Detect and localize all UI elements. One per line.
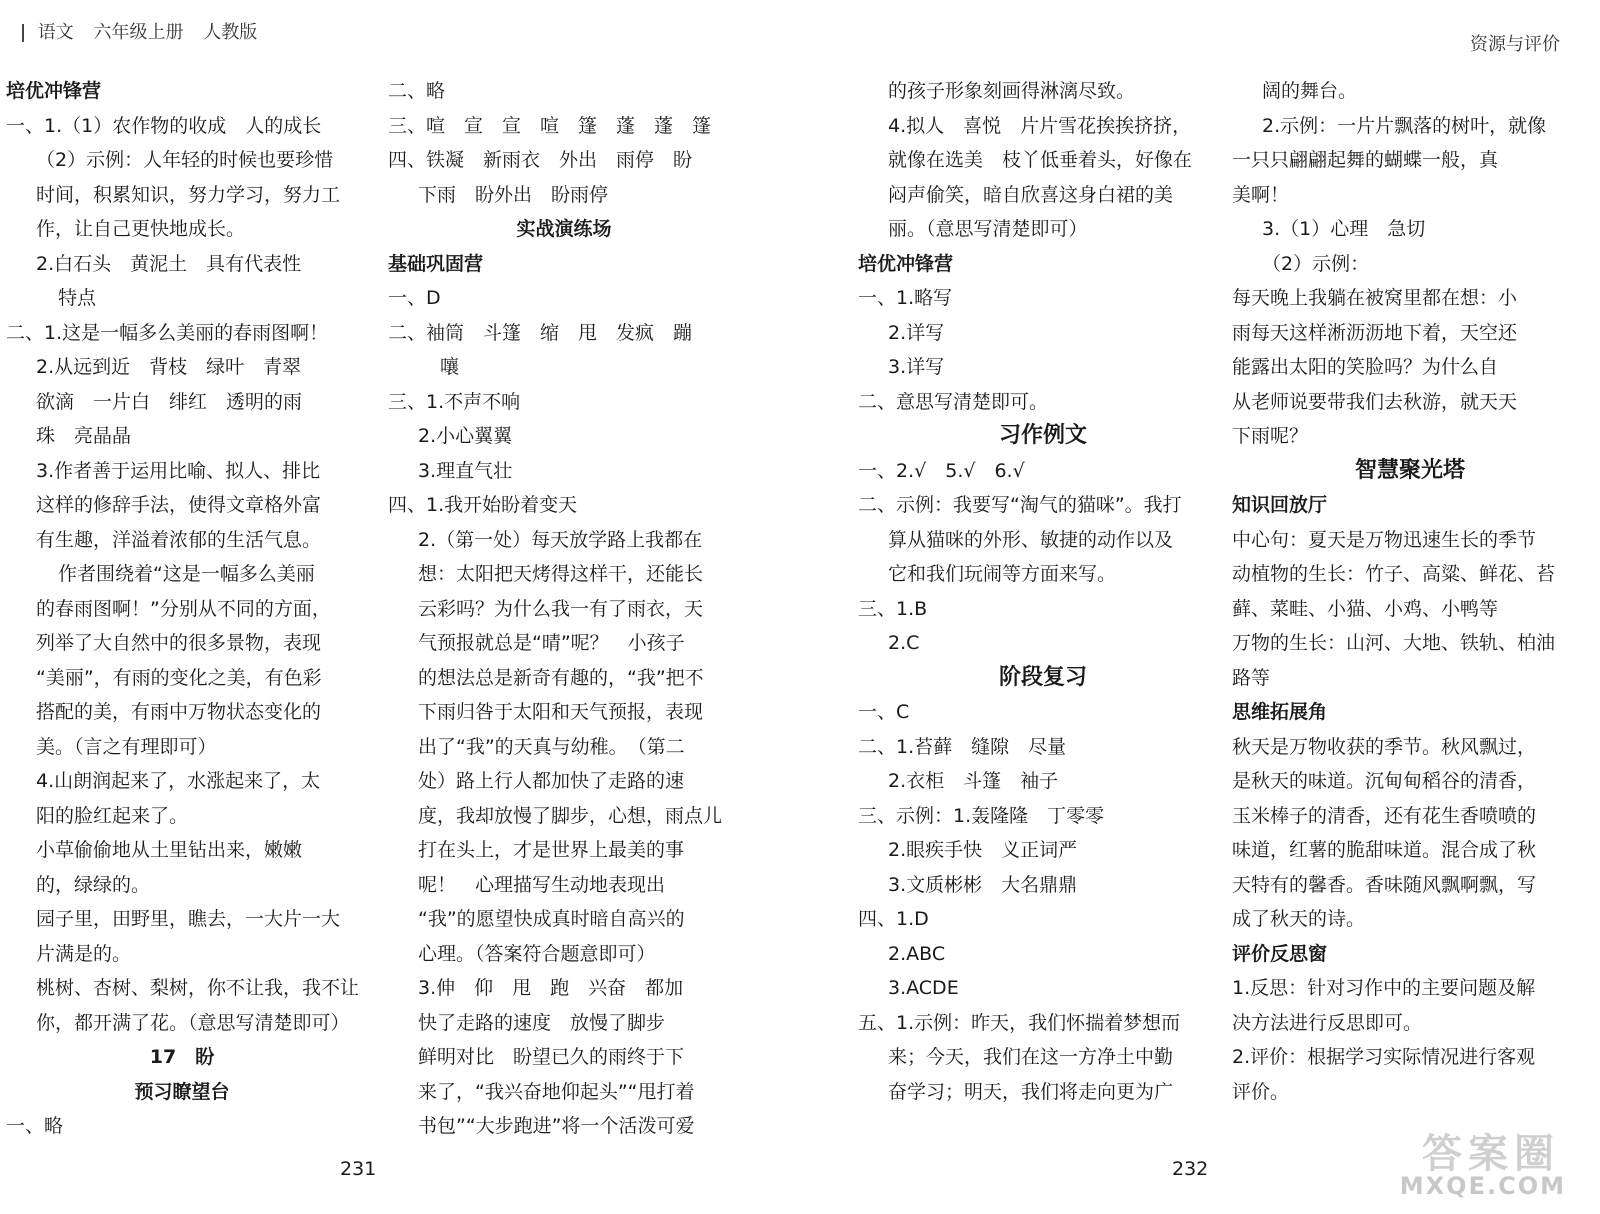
answer-line: 一只只翩翩起舞的蝴蝶一般，真 [1232,149,1499,171]
answer-line: 秋天是万物收获的季节。秋风飘过， [1232,735,1537,758]
section-title: 实战演练场 [516,218,612,240]
answer-line: 2.ABC [888,942,946,965]
header-edition: 人教版 [203,22,258,43]
answer-line: 云彩吗？为什么我一有了雨衣，天 [418,597,704,620]
answer-line: 二、示例：我要写“淘气的猫咪”。我打 [858,494,1182,516]
answer-line: 三、1.B [858,597,928,620]
answer-line: 有生趣，洋溢着浓郁的生活气息。 [36,528,322,551]
section-title: 阶段复习 [998,664,1087,690]
answer-line: 动植物的生长：竹子、高粱、鲜花、苔 [1232,563,1556,585]
answer-line: “我”的愿望快成真时暗自高兴的 [418,908,685,930]
answer-line: 珠 亮晶晶 [36,425,132,447]
answer-line: 奋学习；明天，我们将走向更为广 [888,1080,1174,1103]
page-header-left [22,18,271,44]
answer-line: 鲜明对比 盼望已久的雨终于下 [418,1046,685,1068]
section-heading: 知识回放厅 [1232,494,1328,516]
answer-line: 万物的生长：山河、大地、铁轨、柏油 [1232,632,1556,654]
answer-line: 藓、菜畦、小猫、小鸡、小鸭等 [1232,597,1499,620]
answer-line: 1.反思：针对习作中的主要问题及解 [1232,977,1536,999]
answer-line: 四、1.D [858,908,929,930]
answer-line: 一、D [388,287,441,309]
answer-column-1 [0,74,358,1144]
answer-line: 的春雨图啊！”分别从不同的方面， [36,597,331,620]
answer-line: 作者围绕着“这是一幅多么美丽 [58,563,315,585]
answer-line: 每天晚上我躺在被窝里都在想：小 [1232,287,1518,309]
answer-column-2 [388,74,740,1144]
answer-line: 列举了大自然中的很多景物，表现 [36,632,322,654]
answer-line: 2.小心翼翼 [418,425,513,447]
answer-line: 处）路上行人都加快了走路的速 [418,770,685,792]
answer-line: 玉米棒子的清香，还有花生香喷喷的 [1232,804,1537,827]
answer-line: 决方法进行反思即可。 [1232,1011,1423,1034]
answer-line: 作，让自己更快地成长。 [36,218,246,240]
answer-line: 小草偷偷地从土里钻出来，嫩嫩 [36,839,303,861]
answer-line: 丽。（意思写清楚即可） [888,218,1088,240]
answer-line: 2.眼疾手快 义正词严 [888,839,1078,861]
answer-line: 3.文质彬彬 大名鼎鼎 [888,873,1078,896]
answer-line: 特点 [58,287,97,309]
answer-line: 气预报就总是“晴”呢？ 小孩子 [418,632,685,654]
watermark-logo: 答案圈 [1422,1131,1560,1177]
answer-line: 你，都开满了花。（意思写清楚即可） [36,1011,350,1034]
answer-line: 天特有的馨香。香味随风飘啊飘，写 [1232,873,1537,896]
answer-column-3 [858,74,1228,1109]
section-heading: 培优冲锋营 [6,80,102,102]
answer-line: 来了，“我兴奋地仰起头”“甩打着 [418,1080,695,1103]
answer-line: 评价。 [1232,1080,1290,1103]
answer-line: 打在头上，才是世界上最美的事 [418,839,685,861]
page-header-right: 资源与评价 [1470,34,1560,55]
answer-line: 2.示例：一片片飘落的树叶，就像 [1262,114,1547,137]
answer-line: 一、1.（1）农作物的收成 人的成长 [6,114,322,137]
answer-line: 出了“我”的天真与幼稚。 （第二 [418,735,685,758]
answer-line: 4.拟人 喜悦 片片雪花挨挨挤挤， [888,114,1192,137]
header-divider [22,24,24,42]
answer-line: 下雨归咎于太阳和天气预报，表现 [418,701,704,723]
answer-line: 3.详写 [888,356,945,378]
answer-line: 味道，红薯的脆甜味道。混合成了秋 [1232,839,1537,861]
answer-line: 四、铁凝 新雨衣 外出 雨停 盼 [388,149,693,171]
answer-line: 它和我们玩闹等方面来写。 [888,563,1117,585]
answer-line: （2）示例：人年轻的时候也要珍惜 [36,149,334,171]
answer-line: 中心句：夏天是万物迅速生长的季节 [1232,528,1537,551]
answer-line: 阳的脸红起来了。 [36,804,189,827]
answer-line: 2.评价：根据学习实际情况进行客观 [1232,1046,1536,1068]
answer-line: 这样的修辞手法，使得文章格外富 [36,494,322,516]
answer-line: 一、1.略写 [858,287,953,309]
header-subject: 语文 [37,22,74,43]
answer-line: 四、1.我开始盼着变天 [388,494,578,516]
answer-line: 桃树、杏树、梨树，你不让我，我不让 [36,977,360,999]
answer-line: 3.伸 仰 甩 跑 兴奋 都加 [418,977,684,999]
section-title: 习作例文 [998,423,1087,448]
answer-line: 一、略 [6,1115,64,1137]
answer-line: 路等 [1232,666,1271,689]
answer-line: 呢！ 心理描写生动地表现出 [418,873,666,896]
answer-line: 2.从远到近 背枝 绿叶 青翠 [36,356,302,378]
answer-line: 下雨 盼外出 盼雨停 [418,183,609,206]
answer-line: 二、1.苔藓 缝隙 尽量 [858,735,1067,758]
section-title: 智慧聚光塔 [1354,457,1465,483]
answer-line: 嚷 [440,356,460,378]
answer-line: 一、C [858,701,910,723]
answer-line: 3.理直气壮 [418,459,513,482]
answer-line: “美丽”，有雨的变化之美，有色彩 [36,666,322,689]
section-heading: 评价反思窗 [1232,942,1328,965]
page-number-right: 232 [1172,1158,1209,1180]
answer-line: 书包”“大步跑进”将一个活泼可爱 [418,1115,695,1137]
answer-line: 3.ACDE [888,977,959,999]
answer-line: 3.（1）心理 急切 [1262,218,1426,240]
answer-line: 时间，积累知识，努力学习，努力工 [36,183,341,206]
answer-line: 下雨呢？ [1232,425,1309,447]
answer-line: 二、1.这是一幅多么美丽的春雨图啊！ [6,321,329,344]
answer-line: 三、1.不声不响 [388,390,521,413]
answer-line: 雨每天这样淅沥沥地下着，天空还 [1232,321,1518,344]
answer-line: 快了走路的速度 放慢了脚步 [418,1011,666,1034]
answer-line: 2.C [888,632,920,654]
section-heading: 预习瞭望台 [134,1080,230,1103]
answer-line: 二、袖筒 斗篷 缩 甩 发疯 蹦 [388,321,693,344]
section-heading: 培优冲锋营 [858,252,954,275]
page-number-left: 231 [340,1158,377,1180]
answer-line: 度，我却放慢了脚步，心想，雨点儿 [418,804,723,827]
answer-line: 搭配的美，有雨中万物状态变化的 [36,701,322,723]
answer-line: 的想法总是新奇有趣的，“我”把不 [418,666,704,689]
answer-column-4 [1232,74,1588,1109]
header-grade: 六年级上册 [93,22,184,43]
answer-line: 心理。（答案符合题意即可） [418,942,656,965]
watermark [1399,1122,1570,1200]
answer-line: 2.衣柜 斗篷 袖子 [888,770,1059,792]
answer-line: 园子里，田野里，瞧去，一大片一大 [36,908,341,930]
watermark-url: MXQE.COM [1399,1172,1566,1200]
answer-line: 五、1.示例：昨天，我们怀揣着梦想而 [858,1011,1181,1034]
answer-line: 2.（第一处）每天放学路上我都在 [418,528,703,551]
answer-line: 2.详写 [888,321,945,344]
answer-line: 一、2.√ 5.√ 6.√ [858,459,1025,482]
answer-line: 美。（言之有理即可） [36,735,217,758]
answer-line: 三、示例：1.轰隆隆 丁零零 [858,804,1105,827]
section-heading: 思维拓展角 [1232,701,1328,723]
answer-line: 二、意思写清楚即可。 [858,390,1049,413]
answer-line: 是秋天的味道。沉甸甸稻谷的清香， [1232,770,1537,792]
answer-line: 3.作者善于运用比喻、拟人、排比 [36,459,321,482]
answer-line: 想：太阳把天烤得这样干，还能长 [418,563,704,585]
answer-line: 二、略 [388,80,446,102]
answer-line: 的，绿绿的。 [36,873,151,896]
answer-line: 就像在选美 枝丫低垂着头，好像在 [888,149,1193,171]
answer-line: 美啊！ [1232,183,1290,206]
answer-line: 算从猫咪的外形、敏捷的动作以及 [888,528,1174,551]
answer-line: 来；今天，我们在这一方净土中勤 [888,1046,1174,1068]
answer-line: 成了秋天的诗。 [1232,908,1366,930]
answer-line: 闷声偷笑，暗自欣喜这身白裙的美 [888,183,1174,206]
answer-line: 欲滴 一片白 绯红 透明的雨 [36,390,303,413]
answer-line: 2.白石头 黄泥土 具有代表性 [36,252,302,275]
answer-line: 能露出太阳的笑脸吗？为什么自 [1232,356,1499,378]
answer-line: 的孩子形象刻画得淋漓尽致。 [888,80,1136,102]
answer-line: 阔的舞台。 [1262,80,1358,102]
answer-line: 片满是的。 [36,942,132,965]
answer-line: 4.山朗润起来了，水涨起来了，太 [36,770,321,792]
answer-line: （2）示例： [1262,252,1370,275]
section-heading: 基础巩固营 [388,252,484,275]
answer-line: 三、喧 宣 宣 喧 篷 蓬 蓬 篷 [388,114,712,137]
answer-line: 从老师说要带我们去秋游，就天天 [1232,390,1518,413]
lesson-title: 17 盼 [149,1046,215,1068]
